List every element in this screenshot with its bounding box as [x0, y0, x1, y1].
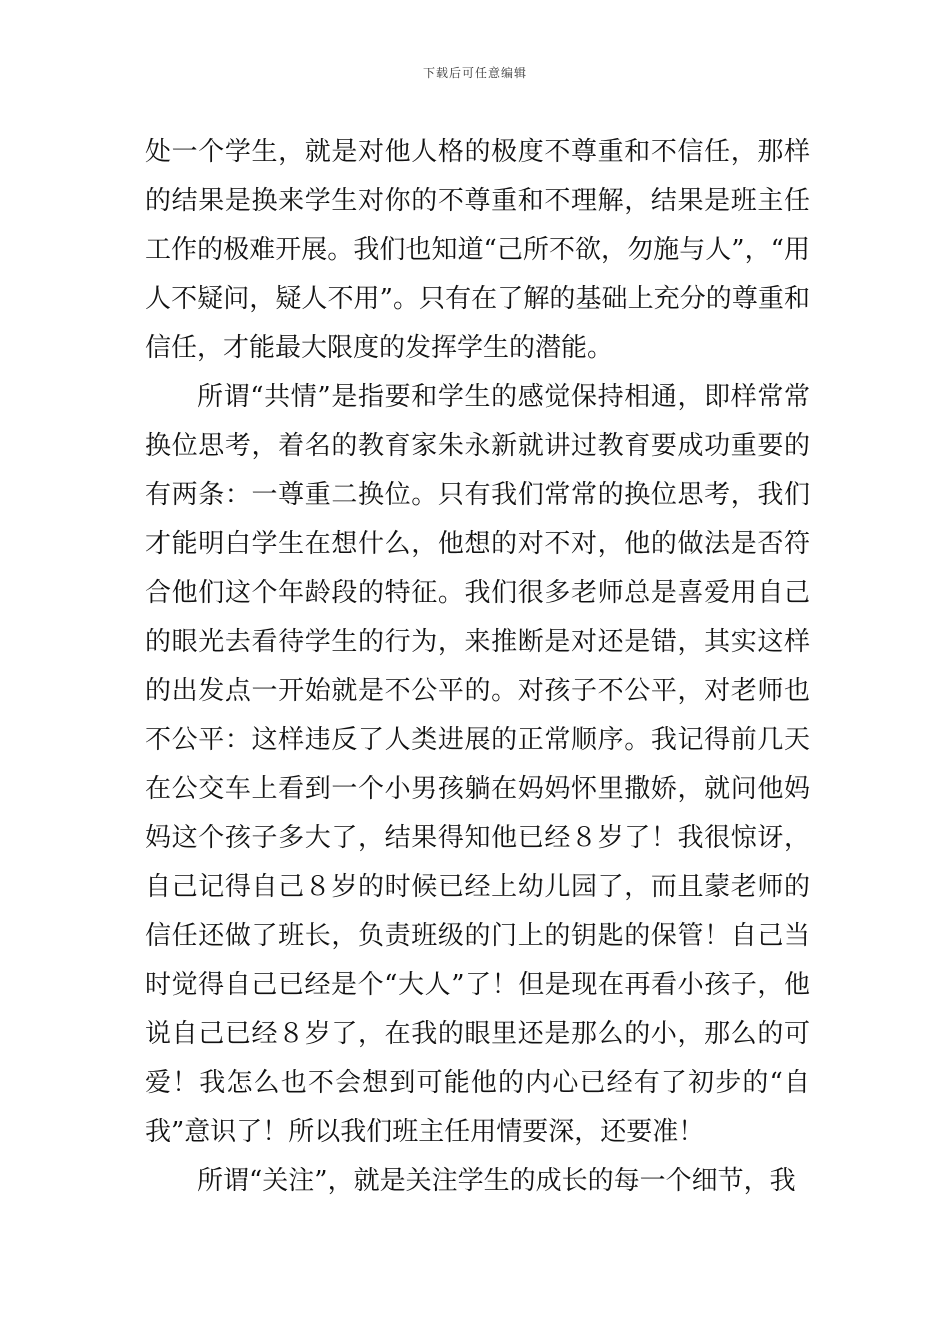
document-body: [145, 128, 810, 1206]
paragraph-2: 所谓“共情”是指要和学生的感觉保持相通，即样常常换位思考，着名的教育家朱永新就讲过教育要成功重要的有两条：一尊重二换位。只有我们常常的换位思考，我们才能明白学生在想什么，他想的对不对，他的做法是否符合他们这个年龄段的特征。我们很多老师总是喜爱用自己的眼光去看待学生的行为，来推断是对还是错，其实这样的出发点一开始就是不公平的。对孩子不公平，对老师也不公平：这样违反了人类进展的正常顺序。我记得前几天在公交车上看到一个小男孩躺在妈妈怀里撒娇，就问他妈妈这个孩子多大了，结果得知他已经８岁了！我很惊讶，自己记得自己８岁的时候已经上幼儿园了，而且蒙老师的信任还做了班长，负责班级的门上的钥匙的保管！自己当时觉得自己已经是个“大人”了！但是现在再看小孩子，他说自己已经８岁了，在我的眼里还是那么的小，那么的可爱！我怎么也不会想到可能他的内心已经有了初步的“自我”意识了！所以我们班主任用情要深，还要准！: [145, 382, 810, 1147]
page-header: 下载后可任意编辑: [422, 66, 527, 80]
paragraph-1: 处一个学生，就是对他人格的极度不尊重和不信任，那样的结果是换来学生对你的不尊重和不理解，结果是班主任工作的极难开展。我们也知道“己所不欲，勿施与人”，“用人不疑问，疑人不用”。只有在了解的基础上充分的尊重和信任，才能最大限度的发挥学生的潜能。: [145, 137, 810, 363]
paragraph-3: 所谓“关注”，就是关注学生的成长的每一个细节，我: [197, 1166, 796, 1196]
